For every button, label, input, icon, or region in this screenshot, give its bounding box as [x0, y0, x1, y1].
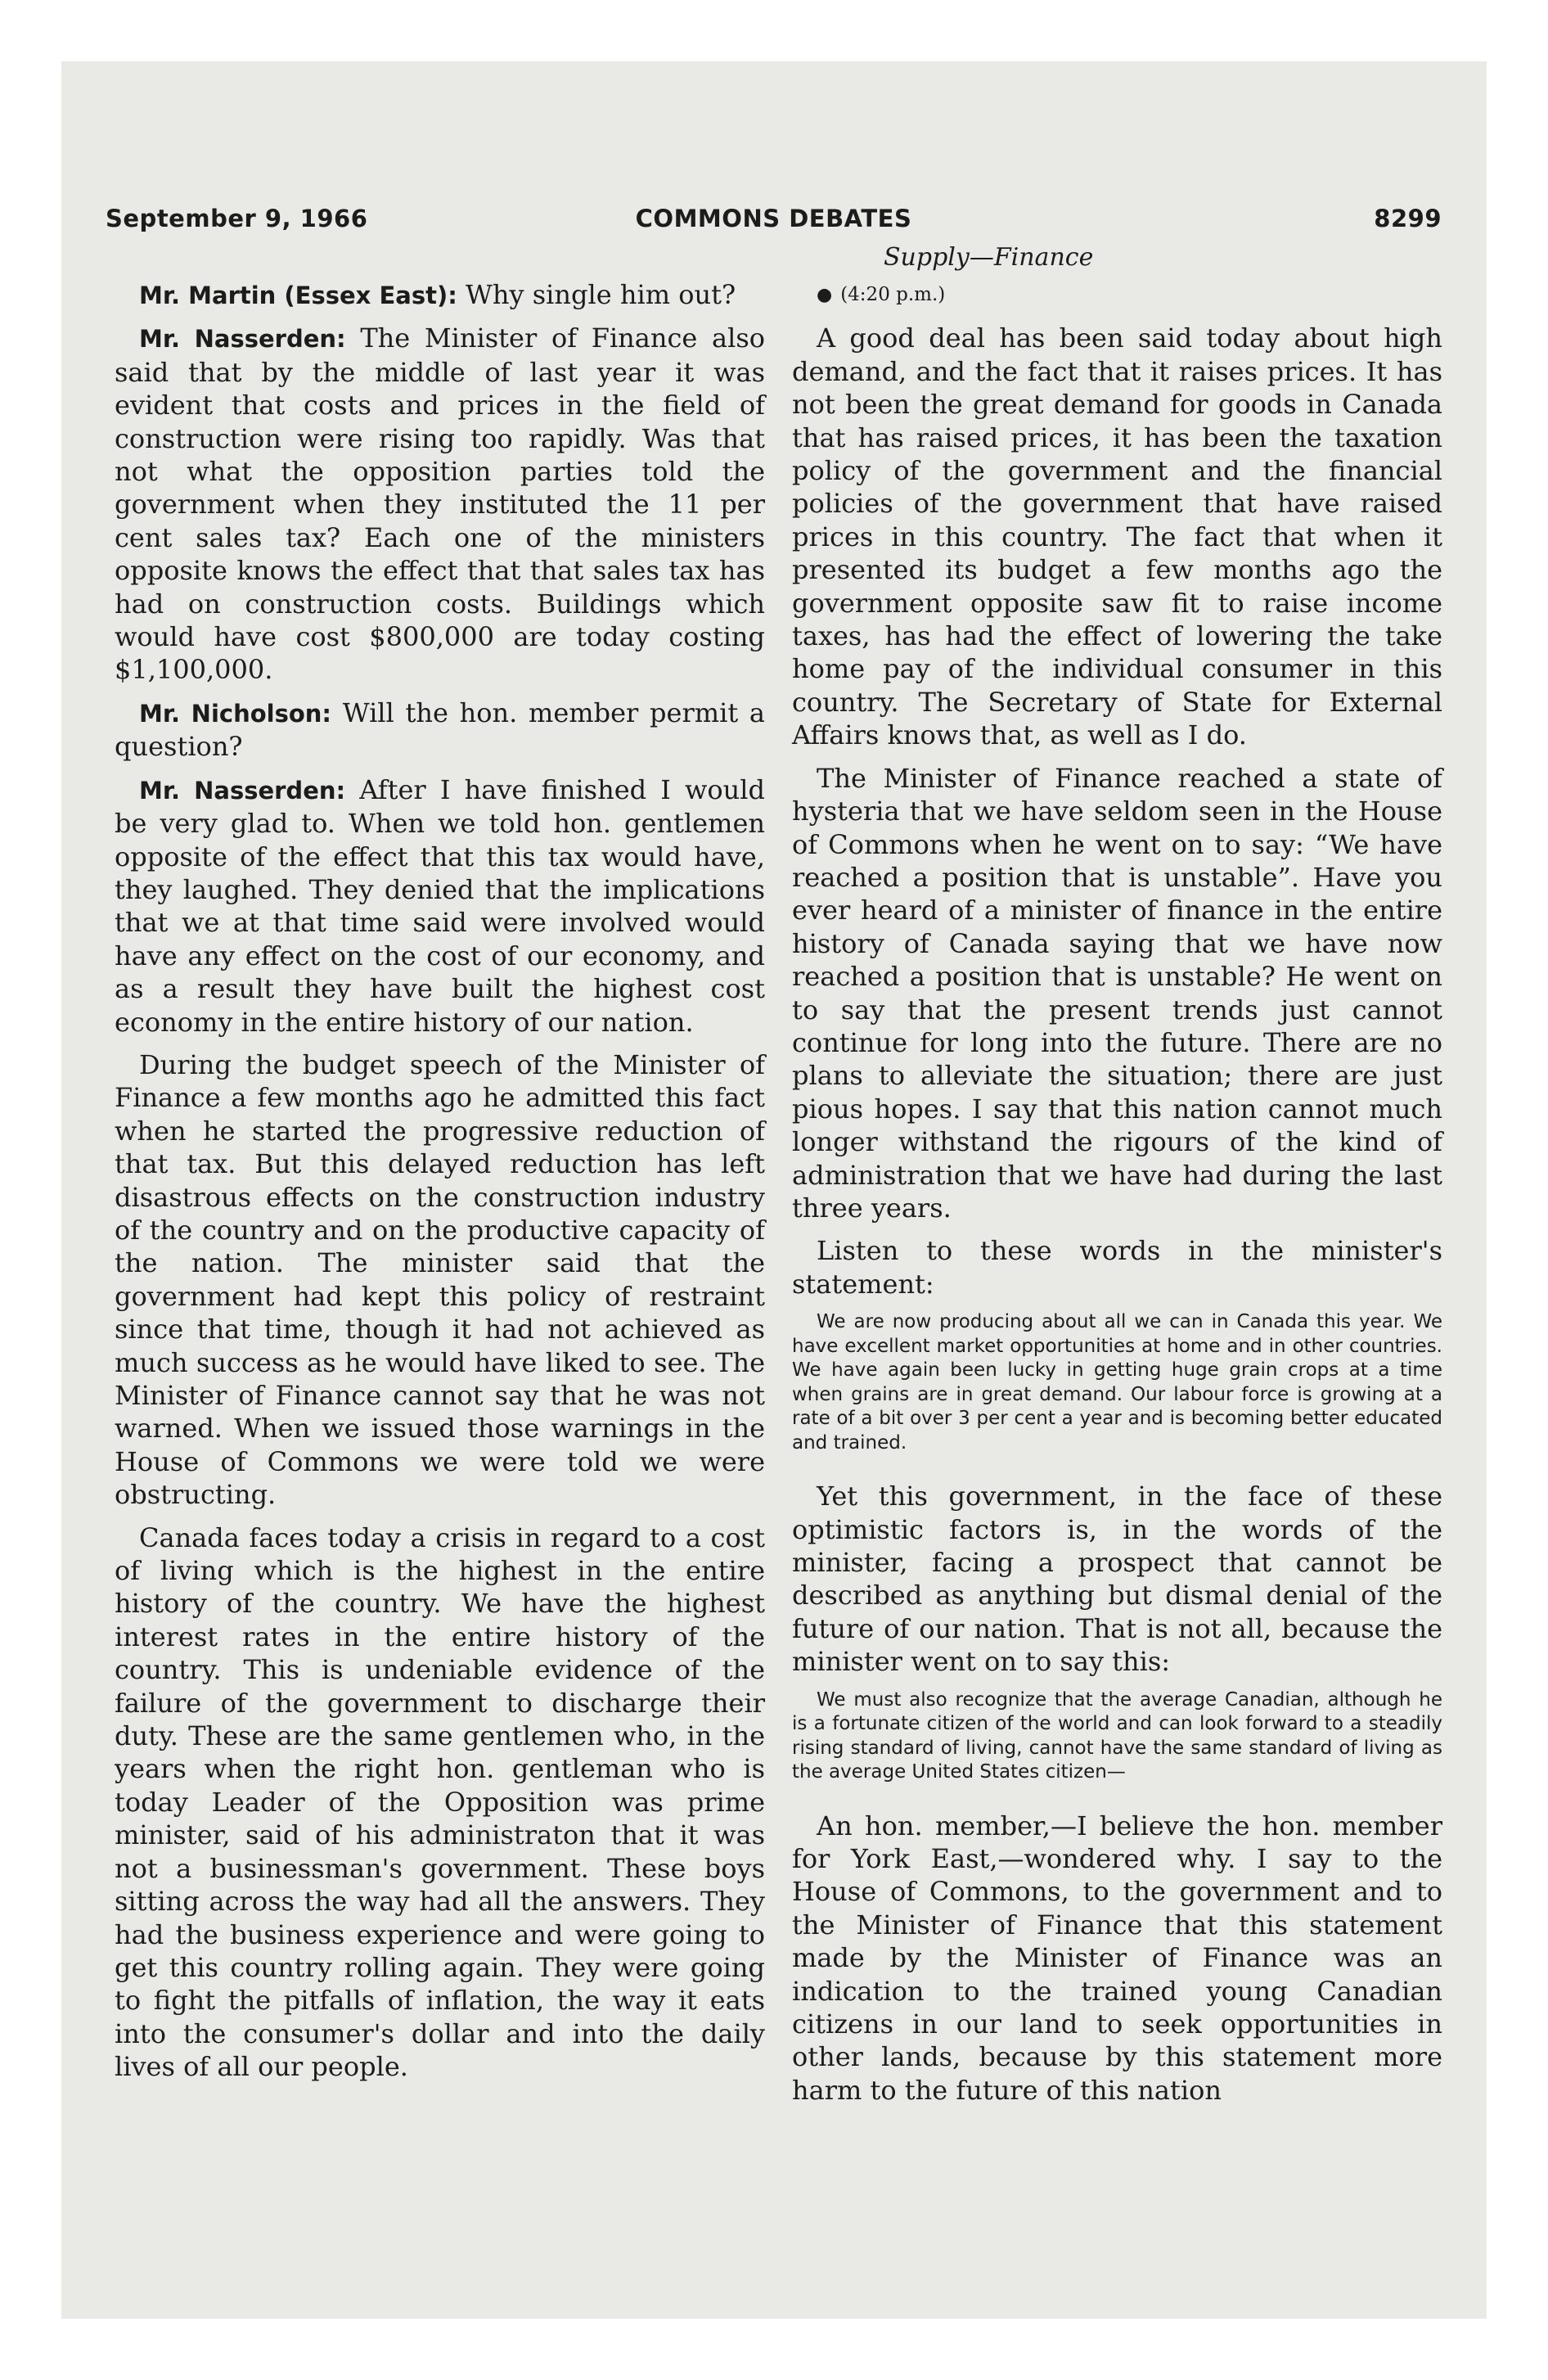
paragraph: An hon. member,—I believe the hon. member for York East,—wondered why. I say to the House of Commons, to the government and to the Minister of Finance that this statement made by the Minister of Finance was an indication to the trained young Canadian citizens in our land to seek opportunities in other lands, because by this statement more harm to the future of this nation	[792, 1810, 1442, 2106]
block-quote: We must also recognize that the average Canadian, although he is a fortunate citizen of the world and can look forward to a steadily rising standard of living, cannot have the same standard of living as the average United States citizen—	[792, 1688, 1442, 1783]
time-marker	[792, 278, 1442, 312]
paragraph-text: Will the hon. member permit a question?	[115, 696, 766, 763]
speaker-name: Mr. Nicholson:	[139, 699, 332, 728]
paragraph	[115, 773, 765, 1039]
header-publication: COMMONS DEBATES	[635, 205, 912, 232]
paragraph-text: The Minister of Finance also said that by the middle of last year it was evident that costs and prices in the field of construction were rising too rapidly. Was that not what the opposition parties told the government when they instituted the 11 per cent sales tax? Each one of the ministers opposite knows the effect that that sales tax has had on construction costs. Buildings which would have cost $800,000 are today costing $1,100,000.	[115, 322, 766, 686]
time-marker-text: (4:20 p.m.)	[840, 284, 946, 305]
right-column	[792, 278, 1442, 2116]
paragraph	[115, 1048, 765, 1512]
paragraph-text: Why single him out?	[457, 279, 736, 310]
paragraph: A good deal has been said today about high demand, and the fact that it raises prices. It has not been the great demand for goods in Canada that has raised prices, it has been the taxation policy of the government and the financial policies of the government that have raised prices in this country. The fact that when it presented its budget a few months ago the government opposite saw fit to raise income taxes, has had the effect of lowering the take home pay of the individual consumer in this country. The Secretary of State for External Affairs knows that, as well as I do.	[792, 322, 1442, 751]
paragraph-text: During the budget speech of the Minister of Finance a few months ago he admitted this fact when he started the progressive reduction of that tax. But this delayed reduction has left disastrous effects on the construction industry of the country and on the productive capacity of the nation. The minister said that the government had kept this policy of restraint since that time, though it had not achieved as much success as he would have liked to see. The Minister of Finance cannot say that he was not warned. When we issued those warnings in the House of Commons we were told we were obstructing.	[115, 1048, 765, 1511]
bullet-icon: ●	[817, 285, 833, 305]
paragraph	[115, 278, 765, 312]
speaker-name: Mr. Nasserden:	[139, 325, 346, 354]
block-quote: We are now producing about all we can in Canada this year. We have excellent market opportunities at home and in other countries. We have again been lucky in getting huge grain crops at a time when grains are in great demand. Our labour force is growing at a rate of a bit over 3 per cent a year and is becoming better educated and trained.	[792, 1311, 1442, 1454]
paragraph	[115, 322, 765, 686]
left-column	[115, 278, 765, 2094]
speaker-name: Mr. Nasserden:	[139, 776, 346, 805]
page-header	[106, 205, 1442, 246]
paragraph: Yet this government, in the face of these optimistic factors is, in the words of the minister, facing a prospect that cannot be described as anything but dismal denial of the future of our nation. That is not all, because the minister went on to say this:	[792, 1481, 1442, 1678]
paragraph: Listen to these words in the minister's statement:	[792, 1235, 1442, 1300]
subject-heading: Supply—Finance	[884, 243, 1094, 272]
paragraph	[115, 696, 765, 764]
paragraph: The Minister of Finance reached a state of hysteria that we have seldom seen in the House of Commons when he went on to say: “We have reached a position that is unstable”. Have you ever heard of a minister of finance in the entire history of Canada saying that we have now reached a position that is unstable? He went on to say that the present trends just cannot continue for long into the future. There are no plans to alleviate the situation; there are just pious hopes. I say that this nation cannot much longer withstand the rigours of the kind of administration that we have had during the last three years.	[792, 762, 1442, 1224]
paragraph-text: After I have finished I would be very glad to. When we told hon. gentlemen opposite of the effect that this tax would have, they laughed. They denied that the implications that we at that time said were involved would have any effect on the cost of our economy, and as a result they have built the highest cost economy in the entire history of our nation.	[115, 773, 766, 1038]
paragraph	[115, 1521, 765, 2084]
speaker-name: Mr. Martin (Essex East):	[139, 282, 457, 309]
header-date: September 9, 1966	[106, 205, 368, 232]
paragraph-text: Canada faces today a crisis in regard to a cost of living which is the highest in the entire history of the country. We have the highest interest rates in the entire history of the country. This is undeniable evidence of the failure of the government to discharge their duty. These are the same gentlemen who, in the years when the right hon. gentleman who is today Leader of the Opposition was prime minister, said of his administraton that it was not a businessman's government. These boys sitting across the way had all the answers. They had the business experience and were going to get this country rolling again. They were going to fight the pitfalls of inflation, the way it eats into the consumer's dollar and into the daily lives of all our people.	[115, 1521, 765, 2083]
header-page-number: 8299	[1374, 205, 1442, 232]
